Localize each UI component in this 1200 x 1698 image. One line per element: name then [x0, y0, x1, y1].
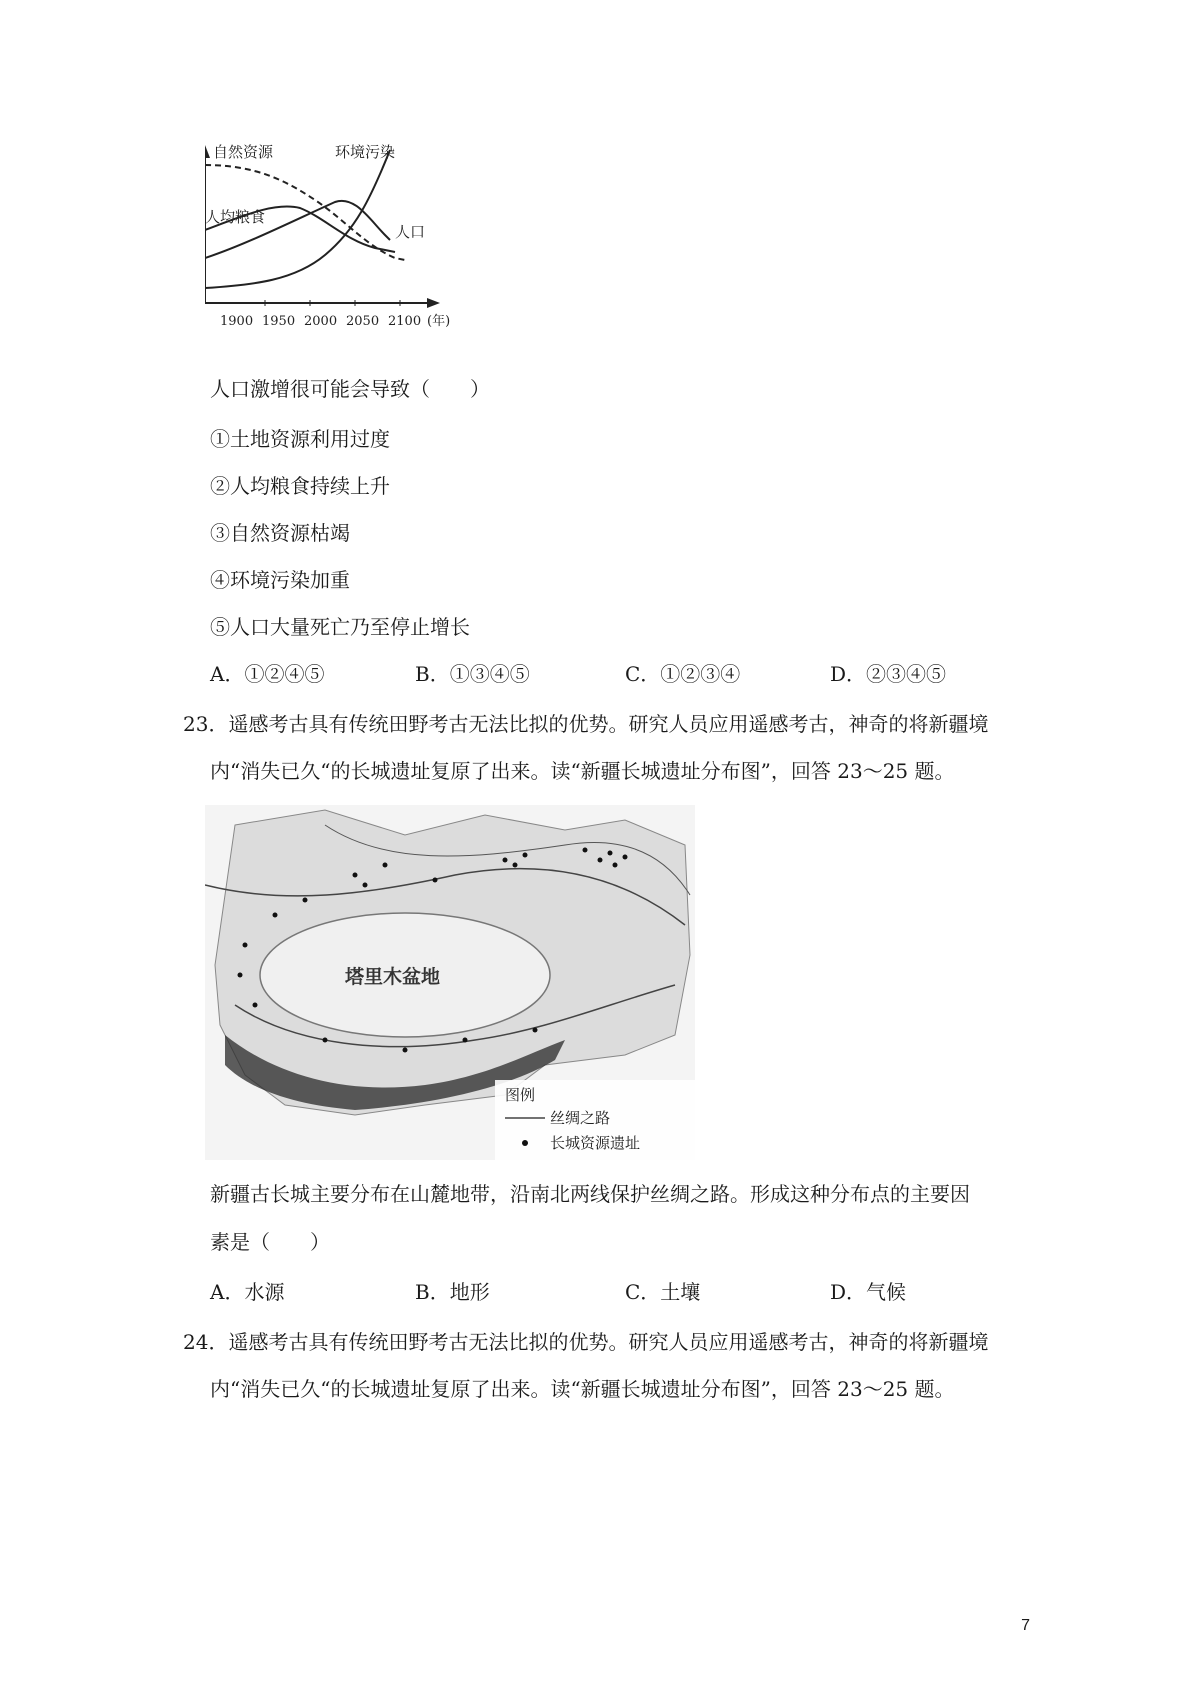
q22-stem: 人口激增很可能会导致（ ）: [210, 377, 490, 401]
xinjiang-great-wall-map: [205, 805, 695, 1160]
series-label-natural-resources: 自然资源: [213, 143, 274, 161]
q23-text-line1: 23．遥感考古具有传统田野考古无法比拟的优势。研究人员应用遥感考古，神奇的将新疆境: [183, 712, 989, 736]
x-tick-label: 2050: [346, 314, 380, 329]
legend-route-label: 丝绸之路: [550, 1109, 611, 1127]
q22-option-d[interactable]: D．②③④⑤: [830, 662, 947, 686]
q24-text-line2: 内“消失已久“的长城遗址复原了出来。读“新疆长城遗址分布图”，回答 23～25 题。: [210, 1377, 955, 1401]
q22-item: ③自然资源枯竭: [210, 521, 350, 545]
series-label-population: 人口: [395, 223, 426, 241]
q23-option-c[interactable]: C．土壤: [625, 1280, 701, 1304]
x-tick-label: 1950: [262, 314, 296, 329]
map-svg: [205, 805, 695, 1160]
series-label-per-capita-food: 人均粮食: [205, 208, 266, 226]
legend-site-swatch: [522, 1140, 528, 1146]
q22-item: ⑤人口大量死亡乃至停止增长: [210, 615, 470, 639]
legend-title: 图例: [505, 1086, 536, 1104]
q23-option-b[interactable]: B．地形: [415, 1280, 490, 1304]
q23-option-d[interactable]: D．气候: [830, 1280, 907, 1304]
x-axis-arrow: [427, 298, 440, 308]
q22-option-a[interactable]: A．①②④⑤: [210, 662, 325, 686]
legend-site-label: 长城资源遗址: [550, 1134, 641, 1152]
q24-text-line1: 24．遥感考古具有传统田野考古无法比拟的优势。研究人员应用遥感考古，神奇的将新疆境: [183, 1330, 989, 1354]
chart-svg: [205, 140, 505, 355]
series-label-pollution: 环境污染: [335, 143, 396, 161]
x-tick-label: 2000: [304, 314, 338, 329]
population-trend-chart: [205, 140, 505, 355]
y-axis-arrow: [205, 145, 210, 158]
q23-option-a[interactable]: A．水源: [210, 1280, 285, 1304]
q23-stem-line2: 素是（ ）: [210, 1230, 330, 1254]
q22-item: ①土地资源利用过度: [210, 427, 390, 451]
x-axis-unit: (年): [427, 314, 451, 329]
page-number: 7: [1021, 1617, 1030, 1634]
q23-stem-line1: 新疆古长城主要分布在山麓地带，沿南北两线保护丝绸之路。形成这种分布点的主要因: [210, 1182, 970, 1206]
q22-item: ②人均粮食持续上升: [210, 474, 390, 498]
basin-label: 塔里木盆地: [345, 966, 441, 988]
q22-item: ④环境污染加重: [210, 568, 350, 592]
q23-text-line2: 内“消失已久“的长城遗址复原了出来。读“新疆长城遗址分布图”，回答 23～25 题。: [210, 759, 955, 783]
q22-option-c[interactable]: C．①②③④: [625, 662, 741, 686]
map-legend: [495, 1080, 695, 1160]
x-tick-label: 2100: [388, 314, 422, 329]
x-tick-label: 1900: [220, 314, 254, 329]
q22-option-b[interactable]: B．①③④⑤: [415, 662, 530, 686]
